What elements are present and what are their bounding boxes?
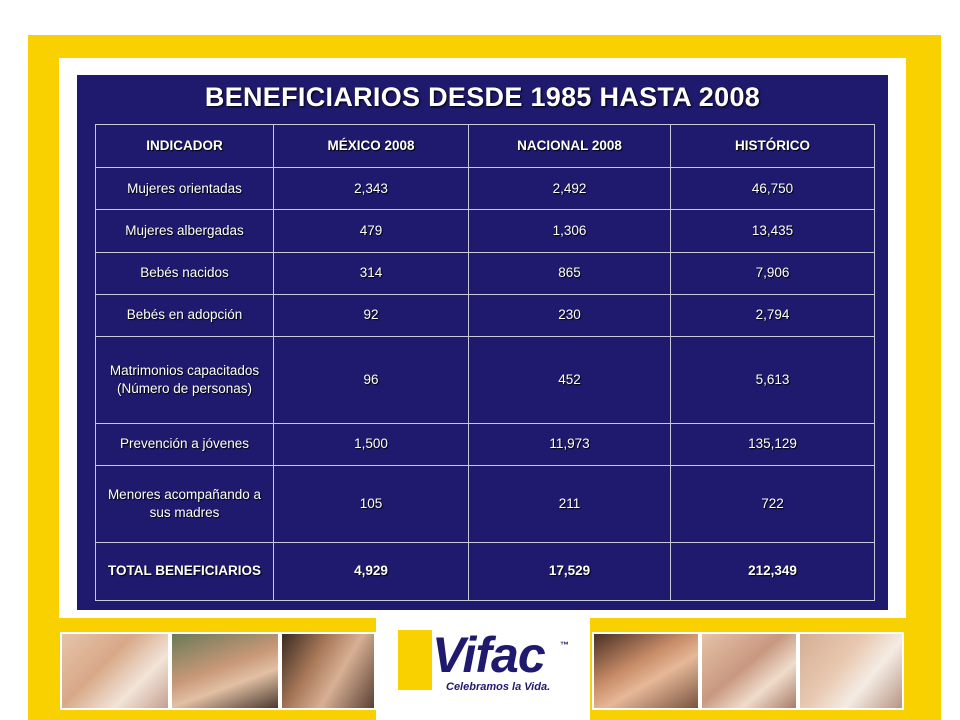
cell-mexico: 105 [274,466,469,543]
cell-indicador: Bebés nacidos [96,252,274,294]
cell-historico: 2,794 [671,294,875,336]
baby-photo [798,632,904,710]
beneficiaries-table [95,124,875,601]
brand-name: Vifac [432,627,545,683]
table-row [96,252,875,294]
table-row [96,466,875,543]
cell-indicador: Mujeres orientadas [96,168,274,210]
brand-slogan: Celebramos la Vida. [446,681,551,693]
sleeping-baby-photo [60,632,170,710]
cell-historico: 7,906 [671,252,875,294]
total-row [96,542,875,600]
table-row [96,168,875,210]
cell-historico: 5,613 [671,337,875,424]
table-row [96,337,875,424]
cell-nacional: 211 [469,466,671,543]
cell-nacional: 452 [469,337,671,424]
header-historico: HISTÓRICO [671,125,875,168]
cell-nacional: 1,306 [469,210,671,252]
cell-total-mexico: 4,929 [274,542,469,600]
cell-historico: 135,129 [671,423,875,465]
cell-indicador: Bebés en adopción [96,294,274,336]
cell-indicador: Prevención a jóvenes [96,423,274,465]
header-mexico-2008: MÉXICO 2008 [274,125,469,168]
vifac-emblem-icon [398,630,432,690]
header-nacional-2008: NACIONAL 2008 [469,125,671,168]
header-indicador: INDICADOR [96,125,274,168]
table-row [96,423,875,465]
table-row [96,210,875,252]
pregnant-belly-photo [280,632,376,710]
smiling-girl-photo [592,632,700,710]
table-header-row [96,125,875,168]
cell-nacional: 2,492 [469,168,671,210]
cell-total-nacional: 17,529 [469,542,671,600]
cell-historico: 722 [671,466,875,543]
trademark-symbol: ™ [560,640,569,650]
mother-child-photo [170,632,280,710]
cell-nacional: 230 [469,294,671,336]
cell-nacional: 865 [469,252,671,294]
cell-indicador: Mujeres albergadas [96,210,274,252]
cell-nacional: 11,973 [469,423,671,465]
cell-mexico: 1,500 [274,423,469,465]
cell-mexico: 479 [274,210,469,252]
table-row [96,294,875,336]
page-title: BENEFICIARIOS DESDE 1985 HASTA 2008 [204,81,761,112]
cell-indicador: Menores acompañando a sus madres [96,466,274,543]
cell-historico: 13,435 [671,210,875,252]
cell-historico: 46,750 [671,168,875,210]
cell-mexico: 314 [274,252,469,294]
cell-mexico: 92 [274,294,469,336]
cell-total-historico: 212,349 [671,542,875,600]
pregnant-hands-photo [700,632,798,710]
cell-mexico: 2,343 [274,168,469,210]
cell-indicador: Matrimonios capacitados (Número de personas) [96,337,274,424]
cell-total-label: TOTAL BENEFICIARIOS [96,542,274,600]
cell-mexico: 96 [274,337,469,424]
